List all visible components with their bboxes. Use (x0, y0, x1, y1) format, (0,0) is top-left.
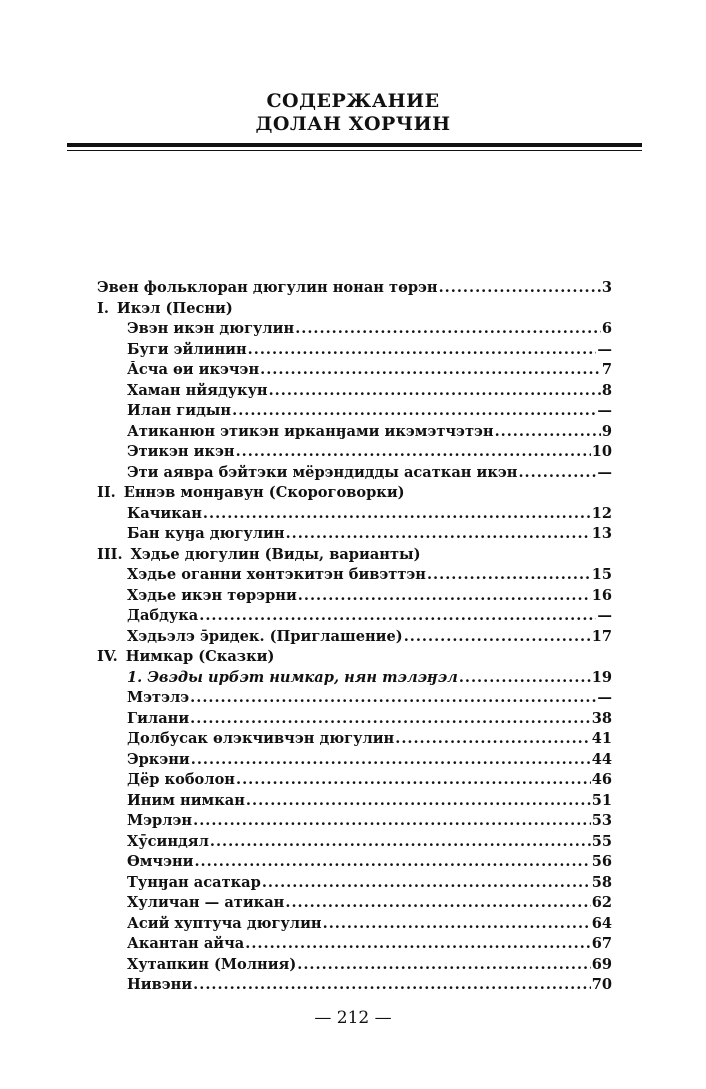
toc-entry-page: — (597, 607, 612, 624)
section-heading (97, 300, 612, 321)
section-number: II. (97, 484, 116, 501)
header-rule-thin (67, 150, 642, 151)
dot-leader (236, 771, 591, 788)
section-heading (97, 484, 612, 505)
dot-leader (199, 607, 596, 624)
toc-entry-page: 51 (591, 791, 612, 809)
toc-entry-label: Качикан (127, 504, 202, 522)
toc-entry-page: 16 (591, 586, 612, 604)
toc-entry (97, 464, 612, 485)
toc-entry-page: 62 (591, 894, 612, 911)
toc-entry (97, 382, 612, 403)
toc-entry (97, 730, 612, 751)
toc-entry-page: 69 (591, 955, 612, 973)
toc-entry (97, 935, 612, 956)
toc-entry-page: — (597, 402, 612, 419)
toc-entry (97, 607, 612, 628)
toc-entry-label: Нивэни (127, 976, 193, 993)
dot-leader (404, 628, 591, 645)
toc-entry-label: Ӑсча өи икэчэн (127, 361, 260, 378)
dot-leader (518, 464, 596, 481)
toc-entry-page: — (597, 689, 612, 706)
toc-entry-label: Хӯсиндял (127, 832, 209, 850)
toc-entry-label: Долбусак өлэкчивчэн дюгулин (127, 730, 395, 747)
toc-entry (97, 341, 612, 362)
dot-leader (495, 423, 601, 440)
toc-entry (97, 812, 612, 833)
toc-entry-page: 64 (591, 914, 612, 932)
toc-entry-page: 10 (591, 443, 612, 460)
toc-entry-label: Иним нимкан (127, 791, 245, 809)
toc-entry (97, 792, 612, 813)
toc-entry-label: Эти аявра бэйтэки мёрэндидды асаткан икэн (127, 463, 518, 481)
toc-entry-label: Хэдье икэн төрэрни (127, 586, 297, 604)
toc-entry (97, 833, 612, 854)
toc-entry (97, 443, 612, 464)
toc-entry (97, 505, 612, 526)
dot-leader (203, 505, 591, 522)
section-number: I. (97, 299, 109, 317)
toc-entry (97, 874, 612, 895)
toc-entry (97, 771, 612, 792)
section-number: III. (97, 545, 123, 563)
toc-entry (97, 751, 612, 772)
dot-leader (297, 956, 590, 973)
dot-leader (262, 874, 591, 891)
toc-entry (97, 894, 612, 915)
toc-entry (97, 525, 612, 546)
toc-entry-label: Асий хуптуча дюгулин (127, 914, 322, 932)
table-of-contents (97, 279, 612, 997)
toc-entry-label: Эвен фольклоран дюгулин нонан төрэн (97, 279, 438, 296)
toc-entry-page: 17 (591, 627, 612, 645)
toc-entry-label: Атиканюн этикэн ирканӈами икэмэтчэтэн (127, 422, 494, 440)
dot-leader (260, 361, 601, 378)
toc-entry (97, 669, 612, 690)
toc-entry-page: 41 (591, 730, 612, 747)
toc-entry-page: 19 (591, 668, 612, 686)
toc-entry-label: Илан гидын (127, 402, 232, 419)
section-heading (97, 546, 612, 567)
toc-entry-page: 46 (591, 771, 612, 788)
dot-leader (193, 976, 591, 993)
toc-entry-page: 13 (591, 525, 612, 542)
toc-entry-label: 1. Эвэды ирбэт нимкар, нян тэлэӈэл (127, 668, 458, 686)
dot-leader (269, 382, 601, 399)
dot-leader (236, 443, 591, 460)
dot-leader (427, 566, 591, 583)
toc-entry-page: 58 (591, 873, 612, 891)
toc-entry-page: 12 (591, 504, 612, 522)
toc-entry (97, 628, 612, 649)
toc-entry (97, 402, 612, 423)
dot-leader (395, 730, 590, 747)
toc-entry-page: 44 (591, 750, 612, 768)
dot-leader (194, 853, 590, 870)
toc-entry-page: 8 (601, 381, 612, 399)
toc-entry (97, 956, 612, 977)
toc-entry (97, 320, 612, 341)
toc-entry-label: Гилани (127, 709, 190, 727)
toc-entry-label: Этикэн икэн (127, 443, 235, 460)
dot-leader (295, 320, 601, 337)
toc-entry (97, 710, 612, 731)
section-title: Икэл (Песни) (116, 299, 233, 317)
dot-leader (210, 833, 591, 850)
header-rule-thick (67, 143, 642, 147)
toc-entry (97, 587, 612, 608)
dot-leader (286, 525, 591, 542)
toc-entry-label: Буги эйлинин (127, 340, 247, 358)
toc-entry-label: Өмчэни (127, 853, 194, 870)
toc-entry-page: 53 (591, 812, 612, 829)
toc-entry-page: — (597, 463, 612, 481)
toc-entry-label: Хуличан — атикан (127, 894, 285, 911)
dot-leader (298, 587, 591, 604)
toc-entry (97, 689, 612, 710)
toc-entry-label: Дабдука (127, 607, 199, 624)
toc-entry-page: 38 (591, 709, 612, 727)
page-subtitle: ДОЛАН ХОРЧИН (255, 113, 451, 135)
toc-entry-page: 67 (591, 935, 612, 952)
toc-entry-page: 3 (601, 279, 612, 296)
toc-entry-label: Эркэни (127, 750, 190, 768)
toc-entry-label: Дёр коболон (127, 771, 235, 788)
toc-entry (97, 853, 612, 874)
toc-entry-page: 7 (601, 361, 612, 378)
toc-entry-label: Мэрлэн (127, 812, 193, 829)
toc-entry-intro (97, 279, 612, 300)
toc-entry-label: Мэтэлэ (127, 689, 190, 706)
toc-entry-label: Бан куӈа дюгулин (127, 525, 285, 542)
toc-entry-page: 15 (591, 566, 612, 583)
dot-leader (245, 935, 590, 952)
toc-entry (97, 423, 612, 444)
toc-entry-page: 9 (601, 422, 612, 440)
toc-entry-page: 55 (591, 832, 612, 850)
section-title: Нимкар (Сказки) (125, 648, 275, 665)
toc-entry-label: Хэдьэлэ э̄ридек. (Приглашение) (127, 627, 403, 645)
toc-entry-page: 56 (591, 853, 612, 870)
toc-entry-label: Эвэн икэн дюгулин (127, 320, 295, 337)
dot-leader (285, 894, 590, 911)
dot-leader (190, 689, 596, 706)
dot-leader (193, 812, 591, 829)
dot-leader (246, 792, 591, 809)
toc-entry-page: 6 (601, 320, 612, 337)
toc-entry-label: Хаман нйядукун (127, 381, 268, 399)
toc-entry-label: Акантан айча (127, 935, 245, 952)
page-title: СОДЕРЖАНИЕ (266, 90, 440, 112)
toc-entry-label: Тунӈан асаткар (127, 873, 261, 891)
dot-leader (190, 710, 591, 727)
dot-leader (232, 402, 596, 419)
section-number: IV. (97, 648, 118, 665)
toc-entry (97, 361, 612, 382)
dot-leader (323, 915, 591, 932)
section-title: Еннэв монӈавун (Скороговорки) (123, 484, 405, 501)
dot-leader (459, 669, 591, 686)
dot-leader (439, 279, 601, 296)
toc-entry-label: Хутапкин (Молния) (127, 955, 297, 973)
dot-leader (248, 341, 597, 358)
toc-entry-page: — (597, 340, 612, 358)
section-title: Хэдье дюгулин (Виды, варианты) (130, 545, 421, 563)
toc-entry (97, 976, 612, 997)
page-number: — 212 — (314, 1008, 392, 1028)
dot-leader (191, 751, 591, 768)
section-heading (97, 648, 612, 669)
toc-entry-label: Хэдье оганни хөнтэкитэн бивэттэн (127, 566, 426, 583)
toc-entry (97, 566, 612, 587)
toc-entry-page: 70 (591, 976, 612, 993)
toc-entry (97, 915, 612, 936)
